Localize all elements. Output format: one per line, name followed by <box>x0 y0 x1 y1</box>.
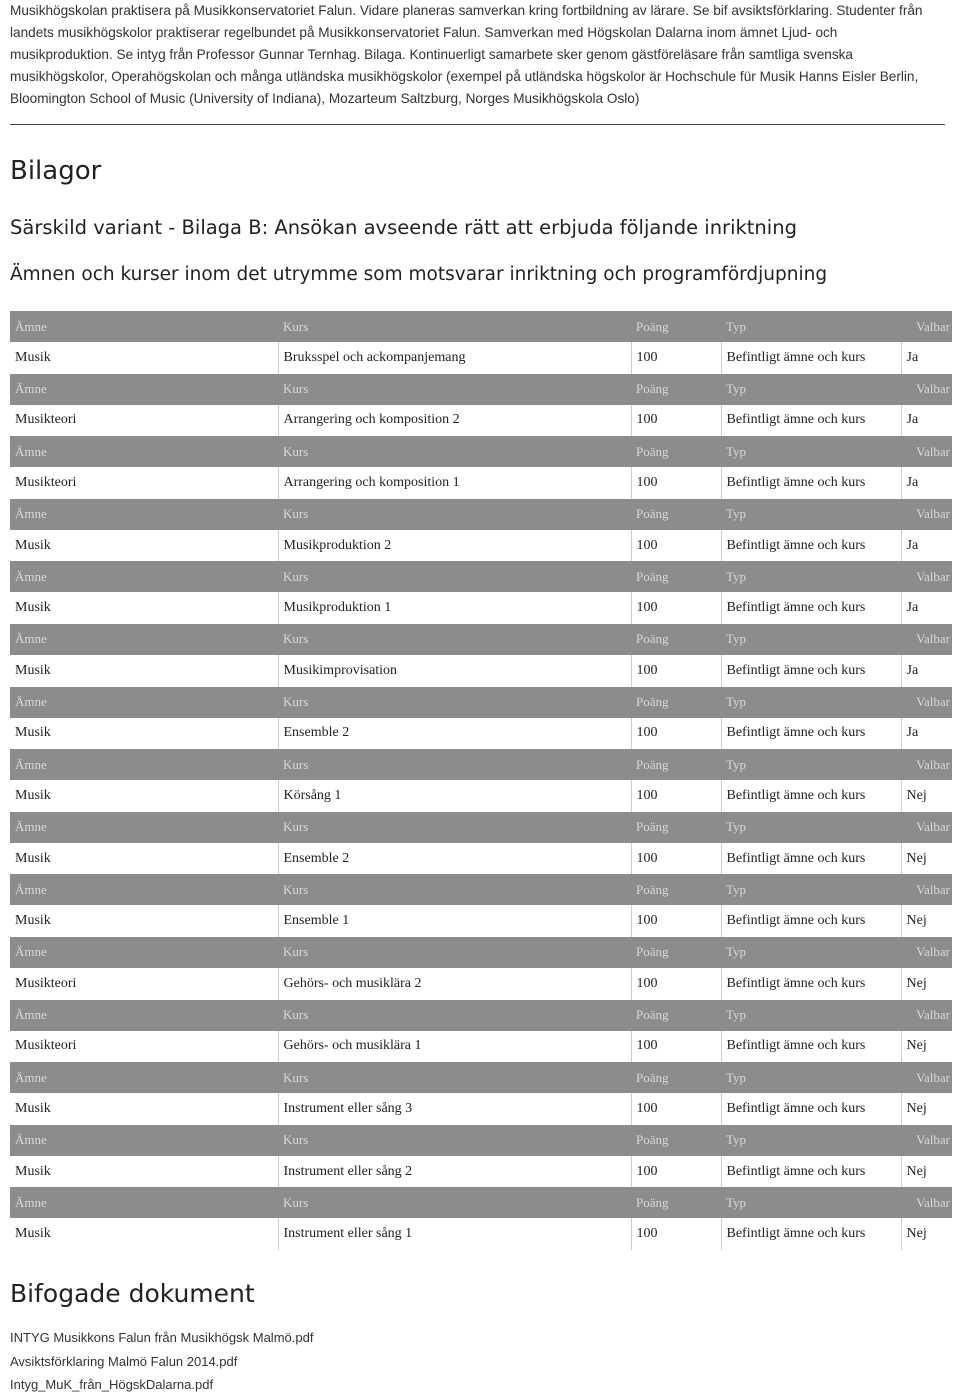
column-header-amne: Ämne <box>10 499 278 530</box>
table-row <box>10 342 952 374</box>
table-row <box>10 467 952 499</box>
intro-line: Bloomington School of Music (University of Indiana), Mozarteum Saltzburg, Norges Musikhögskola Oslo) <box>10 91 640 106</box>
cell-kurs: Arrangering och komposition 2 <box>278 405 631 437</box>
cell-typ: Befintligt ämne och kurs <box>721 655 901 687</box>
cell-kurs: Instrument eller sång 1 <box>278 1218 631 1250</box>
column-header-poang: Poäng <box>631 499 721 530</box>
column-header-amne: Ämne <box>10 1000 278 1031</box>
cell-amne: Musikteori <box>10 467 278 499</box>
intro-paragraph <box>10 0 955 110</box>
column-header-typ: Typ <box>721 937 901 968</box>
cell-kurs: Musikimprovisation <box>278 655 631 687</box>
cell-valbar: Nej <box>901 1156 952 1188</box>
intro-line: musikproduktion. Se intyg från Professor Gunnar Ternhag. Bilaga. Kontinuerligt samarbete sker genom gästföreläsare från samtliga svenska <box>10 47 853 62</box>
table-header-row <box>10 561 952 592</box>
table-row <box>10 1031 952 1063</box>
cell-kurs: Bruksspel och ackompanjemang <box>278 342 631 374</box>
column-header-kurs: Kurs <box>278 1000 631 1031</box>
cell-poang: 100 <box>631 1156 721 1188</box>
column-header-amne: Ämne <box>10 561 278 592</box>
column-header-valbar: Valbar <box>901 937 952 968</box>
cell-valbar: Nej <box>901 1218 952 1250</box>
table-row <box>10 655 952 687</box>
column-header-valbar: Valbar <box>901 874 952 905</box>
attachment-link[interactable]: Intyg_MuK_från_HögskDalarna.pdf <box>10 1377 214 1392</box>
table-header-row <box>10 749 952 780</box>
courses-table <box>10 311 952 1250</box>
cell-amne: Musik <box>10 655 278 687</box>
cell-amne: Musikteori <box>10 405 278 437</box>
column-header-poang: Poäng <box>631 311 721 342</box>
column-header-kurs: Kurs <box>278 749 631 780</box>
cell-kurs: Gehörs- och musiklära 2 <box>278 968 631 1000</box>
cell-amne: Musik <box>10 780 278 812</box>
cell-poang: 100 <box>631 405 721 437</box>
table-row <box>10 718 952 750</box>
column-header-valbar: Valbar <box>901 624 952 655</box>
column-header-poang: Poäng <box>631 561 721 592</box>
cell-valbar: Ja <box>901 655 952 687</box>
cell-valbar: Ja <box>901 342 952 374</box>
cell-typ: Befintligt ämne och kurs <box>721 905 901 937</box>
column-header-typ: Typ <box>721 1062 901 1093</box>
column-header-typ: Typ <box>721 374 901 405</box>
table-row <box>10 405 952 437</box>
column-header-typ: Typ <box>721 499 901 530</box>
cell-amne: Musik <box>10 1093 278 1125</box>
cell-valbar: Ja <box>901 530 952 562</box>
column-header-typ: Typ <box>721 812 901 843</box>
column-header-kurs: Kurs <box>278 1125 631 1156</box>
cell-typ: Befintligt ämne och kurs <box>721 1093 901 1125</box>
cell-typ: Befintligt ämne och kurs <box>721 405 901 437</box>
table-header-row <box>10 311 952 342</box>
column-header-valbar: Valbar <box>901 1125 952 1156</box>
table-row <box>10 1156 952 1188</box>
table-header-row <box>10 374 952 405</box>
column-header-typ: Typ <box>721 1187 901 1218</box>
column-header-kurs: Kurs <box>278 499 631 530</box>
cell-amne: Musikteori <box>10 968 278 1000</box>
column-header-poang: Poäng <box>631 1125 721 1156</box>
column-header-valbar: Valbar <box>901 561 952 592</box>
column-header-typ: Typ <box>721 311 901 342</box>
table-header-row <box>10 812 952 843</box>
column-header-amne: Ämne <box>10 1062 278 1093</box>
column-header-valbar: Valbar <box>901 1062 952 1093</box>
cell-kurs: Ensemble 2 <box>278 718 631 750</box>
column-header-kurs: Kurs <box>278 436 631 467</box>
column-header-amne: Ämne <box>10 937 278 968</box>
column-header-poang: Poäng <box>631 436 721 467</box>
table-row <box>10 843 952 875</box>
cell-amne: Musik <box>10 342 278 374</box>
column-header-kurs: Kurs <box>278 1187 631 1218</box>
cell-amne: Musikteori <box>10 1031 278 1063</box>
cell-poang: 100 <box>631 718 721 750</box>
cell-poang: 100 <box>631 592 721 624</box>
column-header-typ: Typ <box>721 874 901 905</box>
column-header-valbar: Valbar <box>901 1187 952 1218</box>
table-row <box>10 905 952 937</box>
column-header-poang: Poäng <box>631 874 721 905</box>
table-row <box>10 1093 952 1125</box>
table-row <box>10 592 952 624</box>
cell-kurs: Ensemble 1 <box>278 905 631 937</box>
variant-heading: Särskild variant - Bilaga B: Ansökan avseende rätt att erbjuda följande inriktning <box>10 216 797 239</box>
cell-typ: Befintligt ämne och kurs <box>721 718 901 750</box>
cell-typ: Befintligt ämne och kurs <box>721 1218 901 1250</box>
column-header-valbar: Valbar <box>901 812 952 843</box>
cell-typ: Befintligt ämne och kurs <box>721 467 901 499</box>
column-header-poang: Poäng <box>631 812 721 843</box>
column-header-amne: Ämne <box>10 1187 278 1218</box>
column-header-kurs: Kurs <box>278 812 631 843</box>
cell-kurs: Gehörs- och musiklära 1 <box>278 1031 631 1063</box>
column-header-poang: Poäng <box>631 749 721 780</box>
cell-amne: Musik <box>10 1156 278 1188</box>
cell-valbar: Nej <box>901 843 952 875</box>
cell-valbar: Nej <box>901 780 952 812</box>
column-header-kurs: Kurs <box>278 874 631 905</box>
column-header-poang: Poäng <box>631 937 721 968</box>
cell-poang: 100 <box>631 843 721 875</box>
table-header-row <box>10 1125 952 1156</box>
column-header-valbar: Valbar <box>901 374 952 405</box>
column-header-poang: Poäng <box>631 374 721 405</box>
column-header-typ: Typ <box>721 436 901 467</box>
section-divider <box>10 124 945 125</box>
cell-amne: Musik <box>10 530 278 562</box>
column-header-kurs: Kurs <box>278 311 631 342</box>
cell-poang: 100 <box>631 780 721 812</box>
column-header-typ: Typ <box>721 1125 901 1156</box>
cell-poang: 100 <box>631 968 721 1000</box>
cell-typ: Befintligt ämne och kurs <box>721 342 901 374</box>
cell-valbar: Ja <box>901 718 952 750</box>
column-header-valbar: Valbar <box>901 1000 952 1031</box>
column-header-valbar: Valbar <box>901 436 952 467</box>
column-header-kurs: Kurs <box>278 624 631 655</box>
column-header-amne: Ämne <box>10 374 278 405</box>
cell-amne: Musik <box>10 905 278 937</box>
column-header-poang: Poäng <box>631 1000 721 1031</box>
table-row <box>10 968 952 1000</box>
intro-line: Musikhögskolan praktisera på Musikkonservatoriet Falun. Vidare planeras samverkan kring fortbildning av lärare. Se bif avsiktsförklaring. Studenter från <box>10 3 923 18</box>
cell-valbar: Nej <box>901 1093 952 1125</box>
cell-valbar: Ja <box>901 592 952 624</box>
cell-valbar: Ja <box>901 405 952 437</box>
cell-amne: Musik <box>10 718 278 750</box>
cell-typ: Befintligt ämne och kurs <box>721 968 901 1000</box>
cell-poang: 100 <box>631 1218 721 1250</box>
column-header-typ: Typ <box>721 561 901 592</box>
table-header-row <box>10 1187 952 1218</box>
cell-kurs: Ensemble 2 <box>278 843 631 875</box>
cell-amne: Musik <box>10 592 278 624</box>
courses-table-body <box>10 311 952 1250</box>
column-header-poang: Poäng <box>631 624 721 655</box>
table-header-row <box>10 1000 952 1031</box>
table-row <box>10 1218 952 1250</box>
table-header-row <box>10 937 952 968</box>
column-header-poang: Poäng <box>631 1187 721 1218</box>
cell-typ: Befintligt ämne och kurs <box>721 1156 901 1188</box>
column-header-amne: Ämne <box>10 874 278 905</box>
table-header-row <box>10 874 952 905</box>
column-header-amne: Ämne <box>10 1125 278 1156</box>
cell-valbar: Nej <box>901 905 952 937</box>
column-header-valbar: Valbar <box>901 749 952 780</box>
cell-kurs: Arrangering och komposition 1 <box>278 467 631 499</box>
courses-table-container <box>10 311 952 1250</box>
cell-poang: 100 <box>631 530 721 562</box>
cell-valbar: Nej <box>901 1031 952 1063</box>
cell-kurs: Musikproduktion 2 <box>278 530 631 562</box>
cell-poang: 100 <box>631 655 721 687</box>
intro-line: musikhögskolor, Operahögskolan och många utländska musikhögskolor (exempel på utländska högskolor är Hochschule für Musik Hanns Eisler Berlin, <box>10 69 919 84</box>
cell-typ: Befintligt ämne och kurs <box>721 843 901 875</box>
cell-amne: Musik <box>10 843 278 875</box>
column-header-valbar: Valbar <box>901 311 952 342</box>
intro-line: landets musikhögskolor praktiserar regelbundet på Musikkonservatoriet Falun. Samverkan med Högskolan Dalarna inom ämnet Ljud- och <box>10 25 838 40</box>
column-header-amne: Ämne <box>10 687 278 718</box>
column-header-valbar: Valbar <box>901 499 952 530</box>
column-header-valbar: Valbar <box>901 687 952 718</box>
bilagor-heading: Bilagor <box>10 156 102 186</box>
cell-typ: Befintligt ämne och kurs <box>721 530 901 562</box>
table-row <box>10 530 952 562</box>
attachments-list <box>10 1326 313 1397</box>
table-row <box>10 780 952 812</box>
cell-valbar: Ja <box>901 467 952 499</box>
cell-kurs: Instrument eller sång 3 <box>278 1093 631 1125</box>
attachments-heading: Bifogade dokument <box>10 1279 255 1308</box>
table-header-row <box>10 687 952 718</box>
column-header-kurs: Kurs <box>278 561 631 592</box>
cell-typ: Befintligt ämne och kurs <box>721 780 901 812</box>
cell-valbar: Nej <box>901 968 952 1000</box>
column-header-amne: Ämne <box>10 812 278 843</box>
cell-kurs: Instrument eller sång 2 <box>278 1156 631 1188</box>
cell-typ: Befintligt ämne och kurs <box>721 1031 901 1063</box>
table-header-row <box>10 499 952 530</box>
column-header-amne: Ämne <box>10 311 278 342</box>
column-header-poang: Poäng <box>631 1062 721 1093</box>
column-header-typ: Typ <box>721 1000 901 1031</box>
table-header-row <box>10 1062 952 1093</box>
column-header-kurs: Kurs <box>278 1062 631 1093</box>
cell-kurs: Musikproduktion 1 <box>278 592 631 624</box>
cell-poang: 100 <box>631 905 721 937</box>
column-header-typ: Typ <box>721 749 901 780</box>
attachment-link[interactable]: INTYG Musikkons Falun från Musikhögsk Malmö.pdf <box>10 1330 314 1345</box>
cell-amne: Musik <box>10 1218 278 1250</box>
cell-poang: 100 <box>631 1031 721 1063</box>
cell-poang: 100 <box>631 342 721 374</box>
attachment-link[interactable]: Avsiktsförklaring Malmö Falun 2014.pdf <box>10 1353 238 1369</box>
column-header-kurs: Kurs <box>278 374 631 405</box>
column-header-typ: Typ <box>721 687 901 718</box>
cell-poang: 100 <box>631 1093 721 1125</box>
column-header-amne: Ämne <box>10 624 278 655</box>
table-header-row <box>10 624 952 655</box>
subjects-heading: Ämnen och kurser inom det utrymme som motsvarar inriktning och programfördjupning <box>10 264 828 285</box>
column-header-kurs: Kurs <box>278 687 631 718</box>
column-header-typ: Typ <box>721 624 901 655</box>
column-header-kurs: Kurs <box>278 937 631 968</box>
cell-poang: 100 <box>631 467 721 499</box>
column-header-poang: Poäng <box>631 687 721 718</box>
table-header-row <box>10 436 952 467</box>
column-header-amne: Ämne <box>10 749 278 780</box>
column-header-amne: Ämne <box>10 436 278 467</box>
cell-kurs: Körsång 1 <box>278 780 631 812</box>
cell-typ: Befintligt ämne och kurs <box>721 592 901 624</box>
